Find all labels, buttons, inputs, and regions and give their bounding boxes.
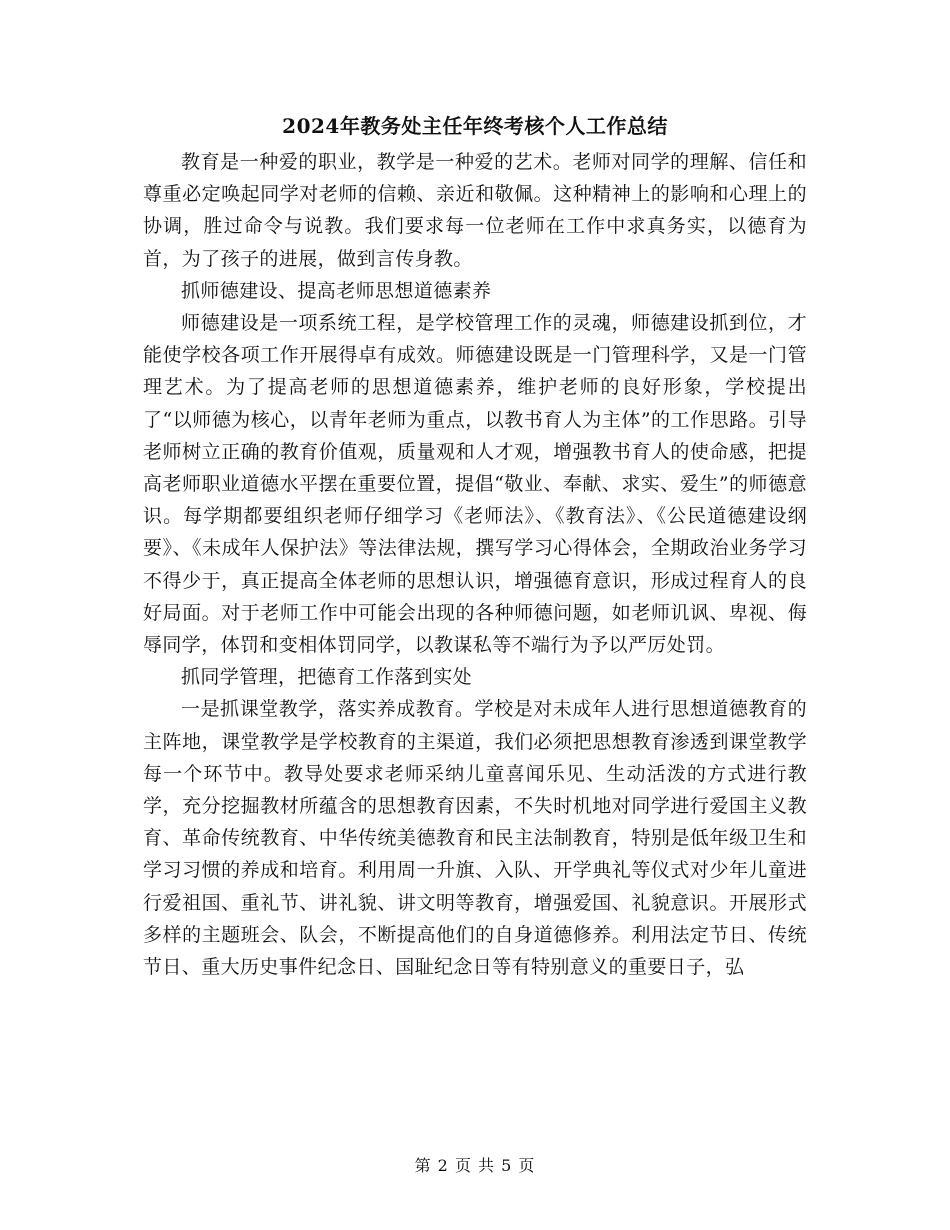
footer-page-number: 2: [437, 1156, 449, 1175]
section-heading-teacher-ethics: 抓师德建设、提高老师思想道德素养: [181, 279, 492, 302]
footer-prefix: 第: [414, 1156, 432, 1175]
footer-total-pages: 5: [501, 1156, 513, 1175]
page-footer: [0, 1153, 950, 1176]
footer-middle: 页 共: [454, 1156, 496, 1175]
paragraph-classroom-teaching: 一是抓课堂教学，落实养成教育。学校是对未成年人进行思想道德教育的主阵地，课堂教学是学校教育的主渠道，我们必须把思想教育渗透到课堂教学每一个环节中。教导处要求老师采纳儿童喜闻乐见、生动活泼的方式进行教学，充分挖掘教材所蕴含的思想教育因素，不失时机地对同学进行爱国主义教育、革命传统教育、中华传统美德教育和民主法制教育，特别是低年级卫生和学习习惯的养成和培育。利用周一升旗、入队、开学典礼等仪式对少年儿童进行爱祖国、重礼节、讲礼貌、讲文明等教育，增强爱国、礼貌意识。开展形式多样的主题班会、队会，不断提高他们的自身道德修养。利用法定节日、传统节日、重大历史事件纪念日、国耻纪念日等有特别意义的重要日子，弘: [143, 698, 807, 979]
paragraph-teacher-ethics: 师德建设是一项系统工程，是学校管理工作的灵魂，师德建设抓到位，才能使学校各项工作开展得卓有成效。师德建设既是一门管理科学，又是一门管理艺术。为了提高老师的思想道德素养，维护老师的良好形象，学校提出了“以师德为核心，以青年老师为重点，以教书育人为主体”的工作思路。引导老师树立正确的教育价值观，质量观和人才观，增强教书育人的使命感，把提高老师职业道德水平摆在重要位置，提倡“敬业、奉献、求实、爱生”的师德意识。每学期都要组织老师仔细学习《老师法》、《教育法》、《公民道德建设纲要》、《未成年人保护法》等法律法规，撰写学习心得体会，全期政治业务学习不得少于，真正提高全体老师的思想认识，增强德育意识，形成过程育人的良好局面。对于老师工作中可能会出现的各种师德问题，如老师讥讽、卑视、侮辱同学，体罚和变相体罚同学，以教谋私等不端行为予以严厉处罚。: [143, 312, 807, 657]
paragraph-intro: 教育是一种爱的职业，教学是一种爱的艺术。老师对同学的理解、信任和尊重必定唤起同学对老师的信赖、亲近和敬佩。这种精神上的影响和心理上的协调，胜过命令与说教。我们要求每一位老师在工作中求真务实，以德育为首，为了孩子的进展，做到言传身教。: [143, 151, 807, 270]
document-body: [143, 146, 807, 983]
section-heading-student-management: 抓同学管理，把德育工作落到实处: [181, 666, 473, 689]
footer-suffix: 页: [518, 1156, 536, 1175]
page-title: 2024年教务处主任年终考核个人工作总结: [282, 114, 668, 138]
